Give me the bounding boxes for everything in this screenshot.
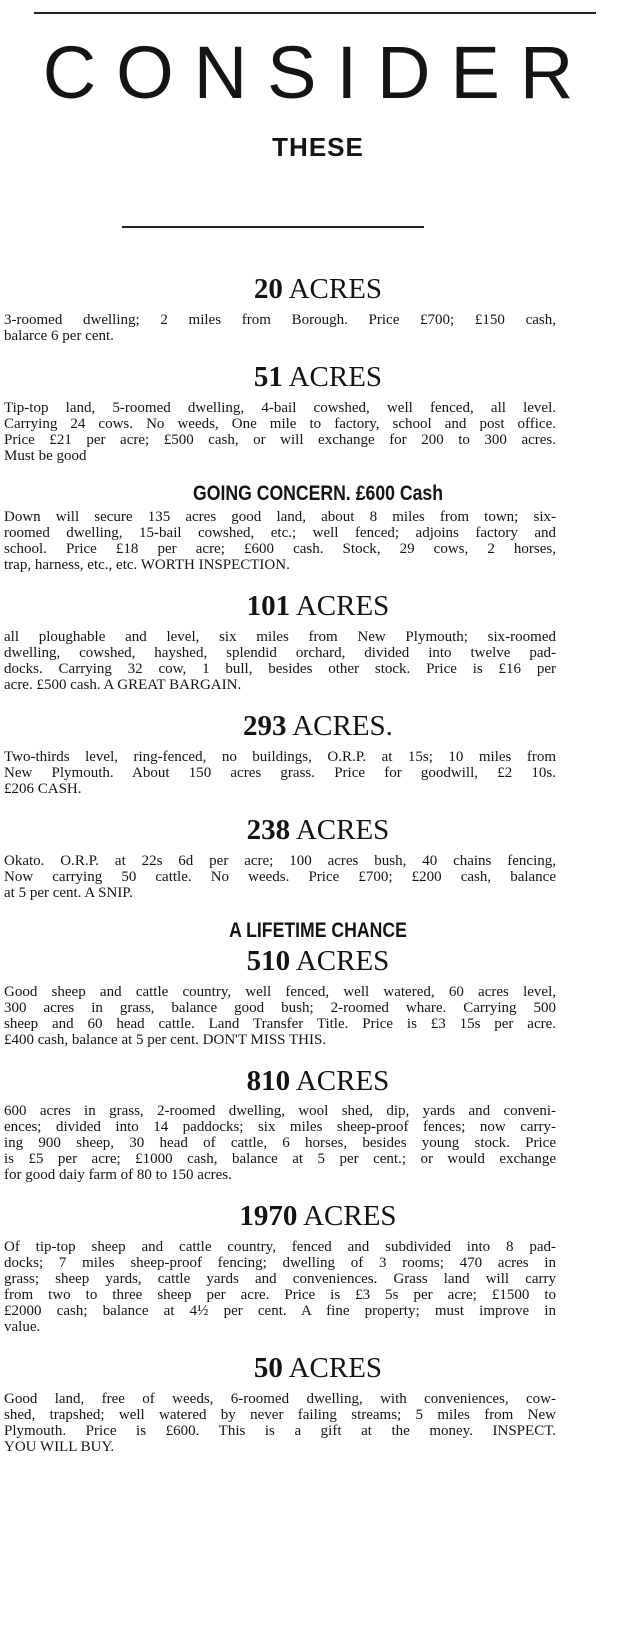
listing-description [4,509,556,573]
description-line: for good daiy farm of 80 to 150 acres. [4,1167,232,1184]
listing-description [4,1391,556,1455]
description-line: all ploughable and level, six miles from New Plymouth; six-roomed [4,628,556,645]
description-line: Down will secure 135 acres good land, about 8 miles from town; six- [4,508,556,525]
acreage-unit: ACRES [295,944,390,977]
listing [0,274,636,344]
acreage-number: 510 [246,944,291,977]
description-line: value. [4,1319,41,1336]
acreage-unit: ACRES [295,589,390,622]
listing [0,815,636,901]
listing-acreage-heading [0,1201,636,1233]
description-line: roomed dwelling, 15-bail cowshed, etc.; well fenced; adjoins factory and [4,524,556,541]
top-rule [34,12,596,14]
listing [0,482,636,573]
listing-description [4,400,556,464]
description-line: shed, trapshed; well watered by never failing streams; 5 miles from New [4,1407,556,1424]
acreage-unit: ACRES [295,813,390,846]
description-line: trap, harness, etc., etc. WORTH INSPECTION. [4,556,290,573]
listing [0,919,636,1048]
listing-acreage-heading [0,1353,636,1385]
acreage-number: 238 [246,813,291,846]
description-line: Plymouth. Price is £600. This is a gift at the money. INSPECT. [4,1423,556,1440]
listing-acreage-heading [0,274,636,306]
description-line: Now carrying 50 cattle. No weeds. Price £700; £200 cash, balance [4,868,556,885]
acreage-unit: ACRES [288,273,383,305]
subhead: THESE [272,132,364,162]
description-line: ing 900 sheep, 30 head of cattle, 6 horses, besides young stock. Price [4,1135,556,1152]
listing-acreage-heading [0,946,636,978]
divider-rule [122,226,424,228]
description-line: Price £21 per acre; £500 cash, or will exchange for 200 to 300 acres. [4,431,556,448]
description-line: Good sheep and cattle country, well fenced, well watered, 60 acres level, [4,983,556,1000]
description-line: balarce 6 per cent. [4,327,114,344]
listing-acreage-heading [0,711,636,743]
description-line: £2000 cash; balance at 4½ per cent. A fine property; must improve in [4,1303,556,1320]
description-line: at 5 per cent. A SNIP. [4,884,133,901]
description-line: Good land, free of weeds, 6-roomed dwelling, with conveniences, cow- [4,1391,556,1408]
acreage-number: 293 [243,709,287,742]
description-line: £400 cash, balance at 5 per cent. DON'T MISS THIS. [4,1031,327,1048]
listing-description [4,312,556,344]
description-line: acre. £500 cash. A GREAT BARGAIN. [4,676,242,693]
description-line: Must be good [4,447,87,464]
listing-description [4,1103,556,1183]
listing-acreage-heading [0,362,636,394]
listings [0,274,636,1473]
description-line: sheep and 60 head cattle. Land Transfer Title. Price is £3 15s per acre. [4,1015,556,1032]
acreage-number: 20 [253,273,283,305]
acreage-number: 1970 [239,1200,298,1233]
listing-acreage-heading [0,815,636,847]
description-line: docks; 7 miles sheep-proof fencing; dwelling of 3 rooms; 470 acres in [4,1255,556,1272]
listing [0,1201,636,1335]
listing [0,591,636,693]
description-line: grass; sheep yards, cattle yards and conveniences. Grass land will carry [4,1271,556,1288]
acreage-number: 50 [253,1352,283,1385]
description-line: dwelling, cowshed, hayshed, splendid orchard, divided into twelve pad- [4,644,556,661]
description-line: Carrying 24 cows. No weeds, One mile to factory, school and post office. [4,415,556,432]
description-line: 300 acres in grass, balance good bush; 2-roomed whare. Carrying 500 [4,999,556,1016]
acreage-unit: ACRES [288,360,383,393]
listing [0,1353,636,1455]
description-line: New Plymouth. About 150 acres grass. Price for goodwill, £2 10s. [4,764,556,781]
description-line: 3-roomed dwelling; 2 miles from Borough. Price £700; £150 cash, [4,311,556,328]
description-line: Tip-top land, 5-roomed dwelling, 4-bail cowshed, well fenced, all level. [4,399,556,416]
description-line: Okato. O.R.P. at 22s 6d per acre; 100 acres bush, 40 chains fencing, [4,852,556,869]
acreage-number: 101 [246,589,291,622]
description-line: Two-thirds level, ring-fenced, no buildings, O.R.P. at 15s; 10 miles from [4,748,556,765]
listing [0,362,636,464]
description-line: ences; divided into 14 paddocks; six miles sheep-proof fences; now carry- [4,1119,556,1136]
description-line: 600 acres in grass, 2-roomed dwelling, wool shed, dip, yards and conveni- [4,1103,556,1120]
description-line: is £5 per acre; £1000 cash, balance at 5 per cent.; or would exchange [4,1151,556,1168]
listing-description [4,749,556,797]
listing-description [4,984,556,1048]
listing-description [4,853,556,901]
acreage-unit: ACRES [295,1064,390,1097]
listing-description [4,629,556,693]
description-line: from two to three sheep per acre. Price is £3 5s per acre; £1500 to [4,1287,556,1304]
description-line: Of tip-top sheep and cattle country, fenced and subdivided into 8 pad- [4,1239,556,1256]
listing [0,711,636,797]
acreage-unit: ACRES [288,1352,383,1385]
description-line: school. Price £18 per acre; £600 cash. Stock, 29 cows, 2 horses, [4,540,556,557]
listing-kicker: A LIFETIME CHANCE [229,918,407,942]
listing-kicker: GOING CONCERN. £600 Cash [193,481,443,505]
listing [0,1066,636,1184]
listing-acreage-heading [0,1066,636,1098]
acreage-unit: ACRES. [292,709,393,742]
listing-description [4,1239,556,1335]
acreage-number: 51 [253,360,283,393]
listing-acreage-heading [0,591,636,623]
acreage-number: 810 [246,1064,291,1097]
description-line: £206 CASH. [4,780,82,797]
description-line: docks. Carrying 32 cow, 1 bull, besides other stock. Price is £16 per [4,660,556,677]
acreage-unit: ACRES [303,1200,397,1233]
description-line: YOU WILL BUY. [4,1439,115,1456]
headline: CONSIDER [42,31,594,114]
